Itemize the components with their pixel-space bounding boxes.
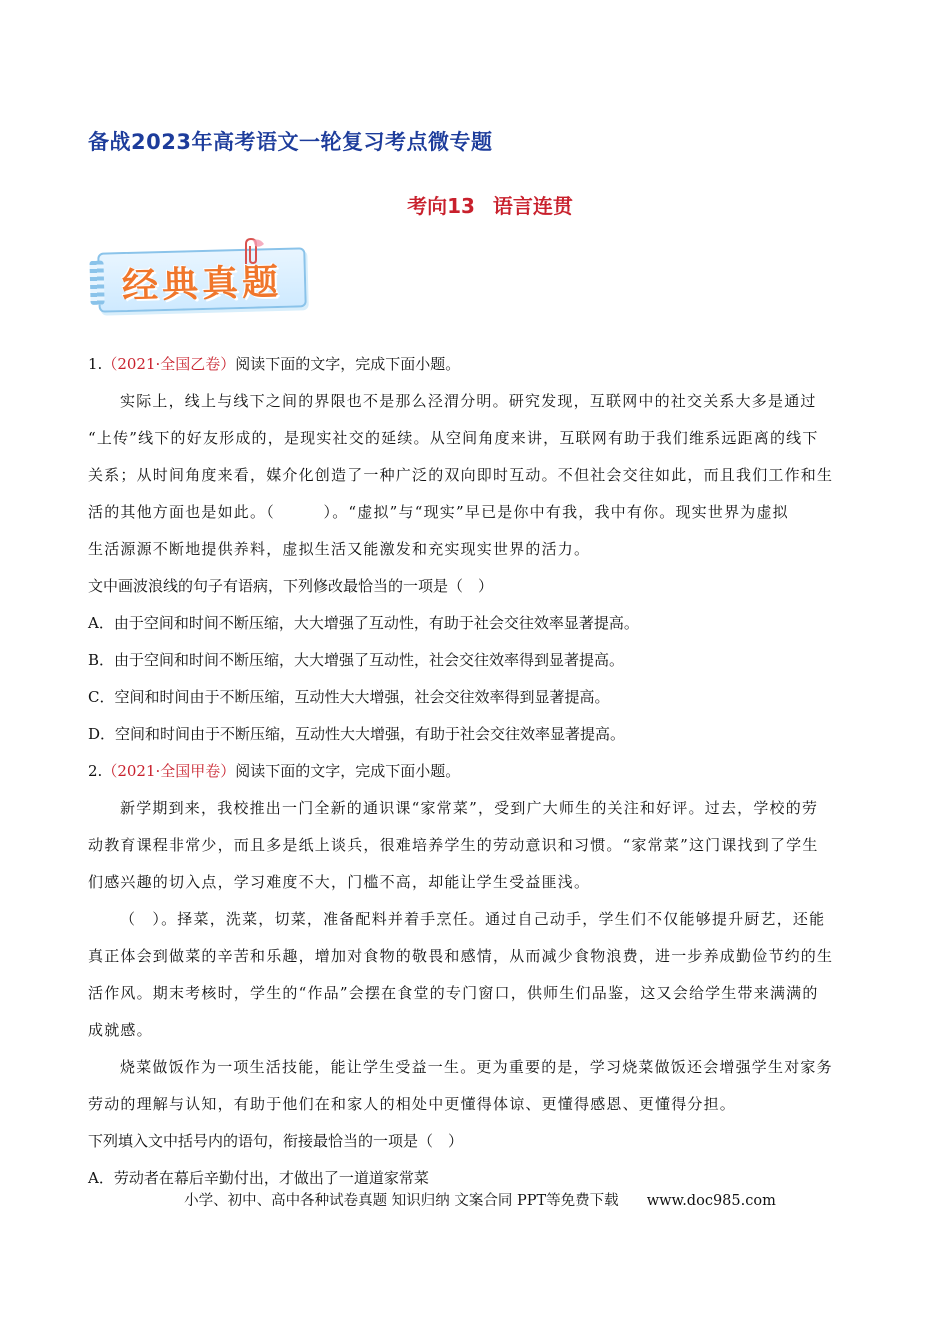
passage-line: 新学期到来，我校推出一门全新的通识课“家常菜”，受到广大师生的关注和好评。过去，学校的劳: [120, 799, 819, 817]
passage-line: 生活源源不断地提供养料，虚拟生活又能激发和充实现实世界的活力。: [88, 540, 591, 558]
question-prompt: 阅读下面的文字，完成下面小题。: [235, 762, 461, 780]
banner-tag: [97, 247, 306, 312]
topic-code: 考向13: [407, 194, 475, 218]
banner-label: 经典真题: [121, 261, 283, 308]
question-source: （2021·全国乙卷）: [102, 355, 236, 373]
passage-line: 活的其他方面也是如此。（ ）。“虚拟”与“现实”早已是你中有我，我中有你。现实世界为虚拟: [88, 503, 789, 521]
passage: [88, 383, 860, 568]
option-b: B．由于空间和时间不断压缩，大大增强了互动性，社会交往效率得到显著提高。: [88, 651, 625, 669]
question-stem: 下列填入文中括号内的语句，衔接最恰当的一项是（ ）: [88, 1132, 464, 1150]
topic-name: 语言连贯: [492, 194, 573, 218]
question-header: [88, 753, 860, 790]
option-a: A．劳动者在幕后辛勤付出，才做出了一道道家常菜: [88, 1169, 429, 1187]
series-title: 备战2023年高考语文一轮复习考点微专题: [88, 130, 493, 154]
passage-line: 动教育课程非常少，而且多是纸上谈兵，很难培养学生的劳动意识和习惯。“家常菜”这门课找到了学生: [88, 836, 819, 854]
passage-line: “上传”线下的好友形成的，是现实社交的延续。从空间角度来讲，互联网有助于我们维系远距离的线下: [88, 429, 819, 447]
passage-line: 劳动的理解与认知，有助于他们在和家人的相处中更懂得体谅、更懂得感恩、更懂得分担。: [88, 1095, 737, 1113]
passage-line: 关系；从时间角度来看，媒介化创造了一种广泛的双向即时互动。不但社会交往如此，而且我们工作和生: [88, 466, 834, 484]
question-number: 1.: [88, 355, 103, 373]
paperclip-icon: [238, 236, 268, 266]
footer-link[interactable]: www.doc985.com: [646, 1193, 776, 1209]
passage-line: 实际上，线上与线下之间的界限也不是那么泾渭分明。研究发现，互联网中的社交关系大多是通过: [120, 392, 817, 410]
option-c: C．空间和时间由于不断压缩，互动性大大增强，社会交往效率得到显著提高。: [88, 688, 610, 706]
passage-line: 活作风。期末考核时，学生的“作品”会摆在食堂的专门窗口，供师生们品鉴，这又会给学生带来满满的: [88, 984, 819, 1002]
passage-line: 们感兴趣的切入点，学习难度不大，门槛不高，却能让学生受益匪浅。: [88, 873, 591, 891]
document-body: [88, 346, 860, 1197]
section-banner: [92, 236, 312, 312]
passage: [88, 790, 860, 1123]
option-a: A．由于空间和时间不断压缩，大大增强了互动性，有助于社会交往效率显著提高。: [88, 614, 639, 632]
footer-text: 小学、初中、高中各种试卷真题 知识归纳 文案合同 PPT等免费下载: [184, 1193, 619, 1209]
page-title: [0, 190, 950, 219]
passage-line: 烧菜做饭作为一项生活技能，能让学生受益一生。更为重要的是，学习烧菜做饭还会增强学生对家务: [120, 1058, 833, 1076]
question-prompt: 阅读下面的文字，完成下面小题。: [235, 355, 461, 373]
passage-line: 成就感。: [88, 1021, 153, 1039]
page-footer: [0, 1189, 950, 1210]
question-header: [88, 346, 860, 383]
passage-line: （ ）。择菜，洗菜，切菜，准备配料并着手烹任。通过自己动手，学生们不仅能够提升厨艺，还能: [120, 910, 826, 928]
option-d: D．空间和时间由于不断压缩，互动性大大增强，有助于社会交往效率显著提高。: [88, 725, 626, 743]
question-number: 2.: [88, 762, 103, 780]
question-source: （2021·全国甲卷）: [102, 762, 236, 780]
question-stem: 文中画波浪线的句子有语病，下列修改最恰当的一项是（ ）: [88, 577, 494, 595]
passage-line: 真正体会到做菜的辛苦和乐趣，增加对食物的敬畏和感情，从而减少食物浪费，进一步养成勤俭节约的生: [88, 947, 834, 965]
